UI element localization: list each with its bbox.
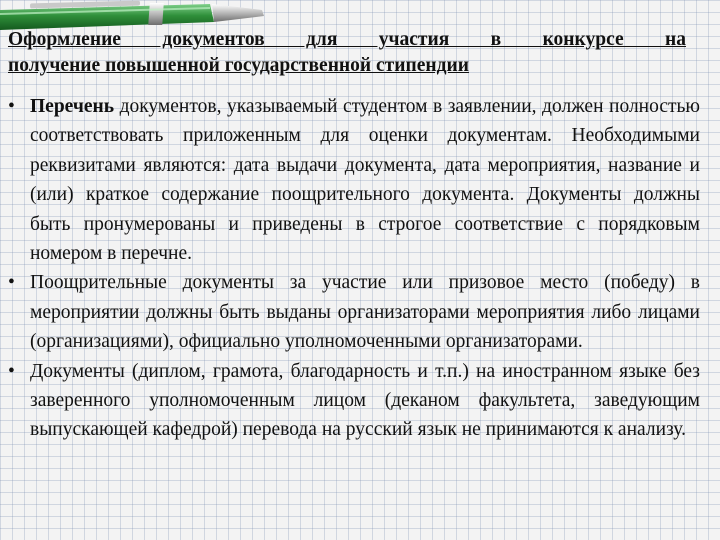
list-item (8, 357, 700, 445)
bullet-text: Документы (диплом, грамота, благодарность и т.п.) на иностранном языке без заверенного уполномоченным лицом (деканом факультета, заведующим выпускающей кафедрой) перевода на русский язык не принимаются к анализу. (30, 360, 700, 441)
bullet-icon: • (8, 360, 15, 382)
bullet-icon: • (8, 272, 15, 294)
title-line-2: получение повышенной государственной стипендии (8, 55, 469, 76)
list-item (8, 268, 700, 356)
bullet-icon: • (8, 96, 15, 117)
list-item (8, 92, 700, 268)
bullet-bold-lead: Перечень (30, 96, 115, 117)
page-title (8, 27, 686, 79)
bullet-text: документов, указываемый студентом в заявлении, должен полностью соответствовать приложенным для оценки документам. Необходимыми реквизитами являются: дата выдачи документа, дата мероприятия, название и (или) краткое содержание поощрительного документа. Документы должны быть пронумерованы и приведены в строгое соответствие с порядковым номером в перечне. (30, 96, 700, 265)
bullet-text: Поощрительные документы за участие или призовое место (победу) в мероприятии должны быть выданы организаторами мероприятия либо лицами (организациями), официально уполномоченными организаторами. (30, 272, 700, 353)
requirements-list (8, 92, 700, 445)
title-line-1: Оформление документов для участия в конкурсе на (8, 29, 686, 50)
